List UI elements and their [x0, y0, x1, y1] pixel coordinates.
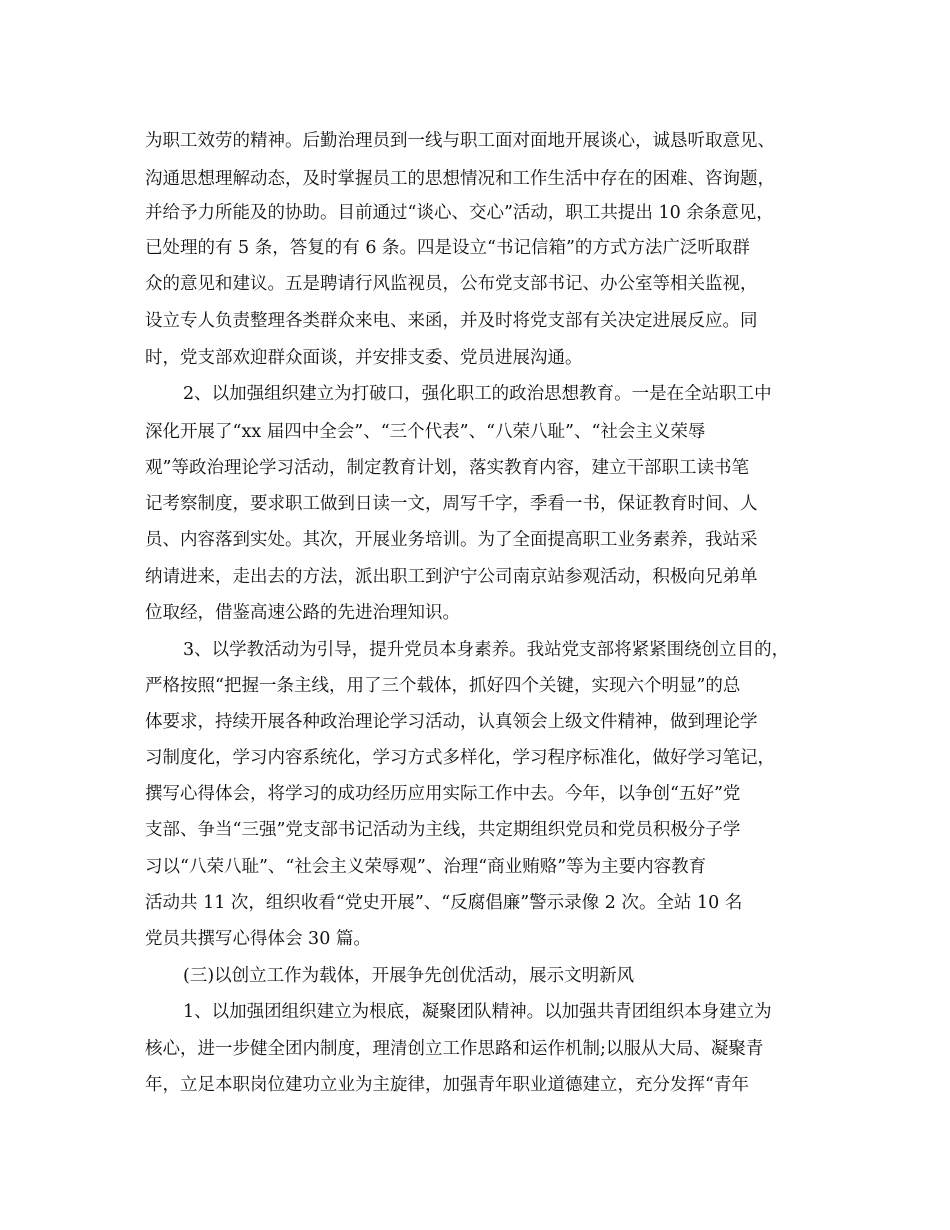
- text-line: 活动共 11 次，组织收看“党史开展”、“反腐倡廉”警示录像 2 次。全站 10 名: [145, 893, 743, 913]
- text-line: 观”等政治理论学习活动，制定教育计划，落实教育内容，建立干部职工读书笔: [145, 458, 749, 478]
- text-line: 2、以加强组织建立为打破口，强化职工的政治思想教育。一是在全站职工中: [183, 384, 772, 404]
- text-line: 核心，进一步健全团内制度，理清创立工作思路和运作机制;以服从大局、凝聚青: [145, 1039, 764, 1059]
- text-line: 习制度化，学习内容系统化，学习方式多样化，学习程序标准化，做好学习笔记，: [145, 748, 775, 768]
- text-line: 撰写心得体会，将学习的成功经历应用实际工作中去。今年，以争创“五好”党: [145, 784, 741, 804]
- text-line: 年，立足本职岗位建功立业为主旋律，加强青年职业道德建立，充分发挥“青年: [145, 1075, 749, 1095]
- text-line: 沟通思想理解动态，及时掌握员工的思想情况和工作生活中存在的困难、咨询题，: [145, 169, 775, 189]
- text-line: 众的意见和建议。五是聘请行风监视员，公布党支部书记、办公室等相关监视，: [145, 274, 758, 294]
- text-line: 深化开展了“xx 届四中全会”、“三个代表”、“八荣八耻”、“社会主义荣辱: [145, 422, 706, 442]
- text-line: 员、内容落到实处。其次，开展业务培训。为了全面提高职工业务素养，我站采: [145, 530, 758, 550]
- text-line: 3、以学教活动为引导，提升党员本身素养。我站党支部将紧紧围绕创立目的，: [183, 640, 790, 660]
- text-line: 1、以加强团组织建立为根底，凝聚团队精神。以加强共青团组织本身建立为: [183, 1002, 772, 1022]
- text-line: 时，党支部欢迎群众面谈，并安排支委、党员进展沟通。: [145, 348, 583, 368]
- text-line: 为职工效劳的精神。后勤治理员到一线与职工面对面地开展谈心，诚恳听取意见、: [145, 131, 775, 151]
- text-line: 体要求，持续开展各种政治理论学习活动，认真领会上级文件精神，做到理论学: [145, 712, 758, 732]
- text-line: 记考察制度，要求职工做到日读一文，周写千字，季看一书，保证教育时间、人: [145, 494, 758, 514]
- text-line: 位取经，借鉴高速公路的先进治理知识。: [145, 603, 460, 623]
- text-line: 设立专人负责整理各类群众来电、来函，并及时将党支部有关决定进展反应。同: [145, 311, 758, 331]
- text-line: 纳请进来，走出去的方法，派出职工到沪宁公司南京站参观活动，积极向兄弟单: [145, 567, 758, 587]
- text-line: 已处理的有 5 条，答复的有 6 条。四是设立“书记信箱”的方式方法广泛听取群: [145, 238, 750, 258]
- text-line: 并给予力所能及的协助。目前通过“谈心、交心”活动，职工共提出 10 余条意见，: [145, 203, 774, 223]
- text-line: 严格按照“把握一条主线，用了三个载体，抓好四个关键，实现六个明显”的总: [145, 676, 741, 696]
- text-line: 党员共撰写心得体会 30 篇。: [145, 929, 371, 949]
- text-line: 习以“八荣八耻”、“社会主义荣辱观”、治理“商业贿赂”等为主要内容教育: [145, 857, 707, 877]
- text-line: 支部、争当“三强”党支部书记活动为主线，共定期组织党员和党员积极分子学: [145, 820, 741, 840]
- section-heading: (三)以创立工作为载体，开展争先创优活动，展示文明新风: [183, 966, 635, 986]
